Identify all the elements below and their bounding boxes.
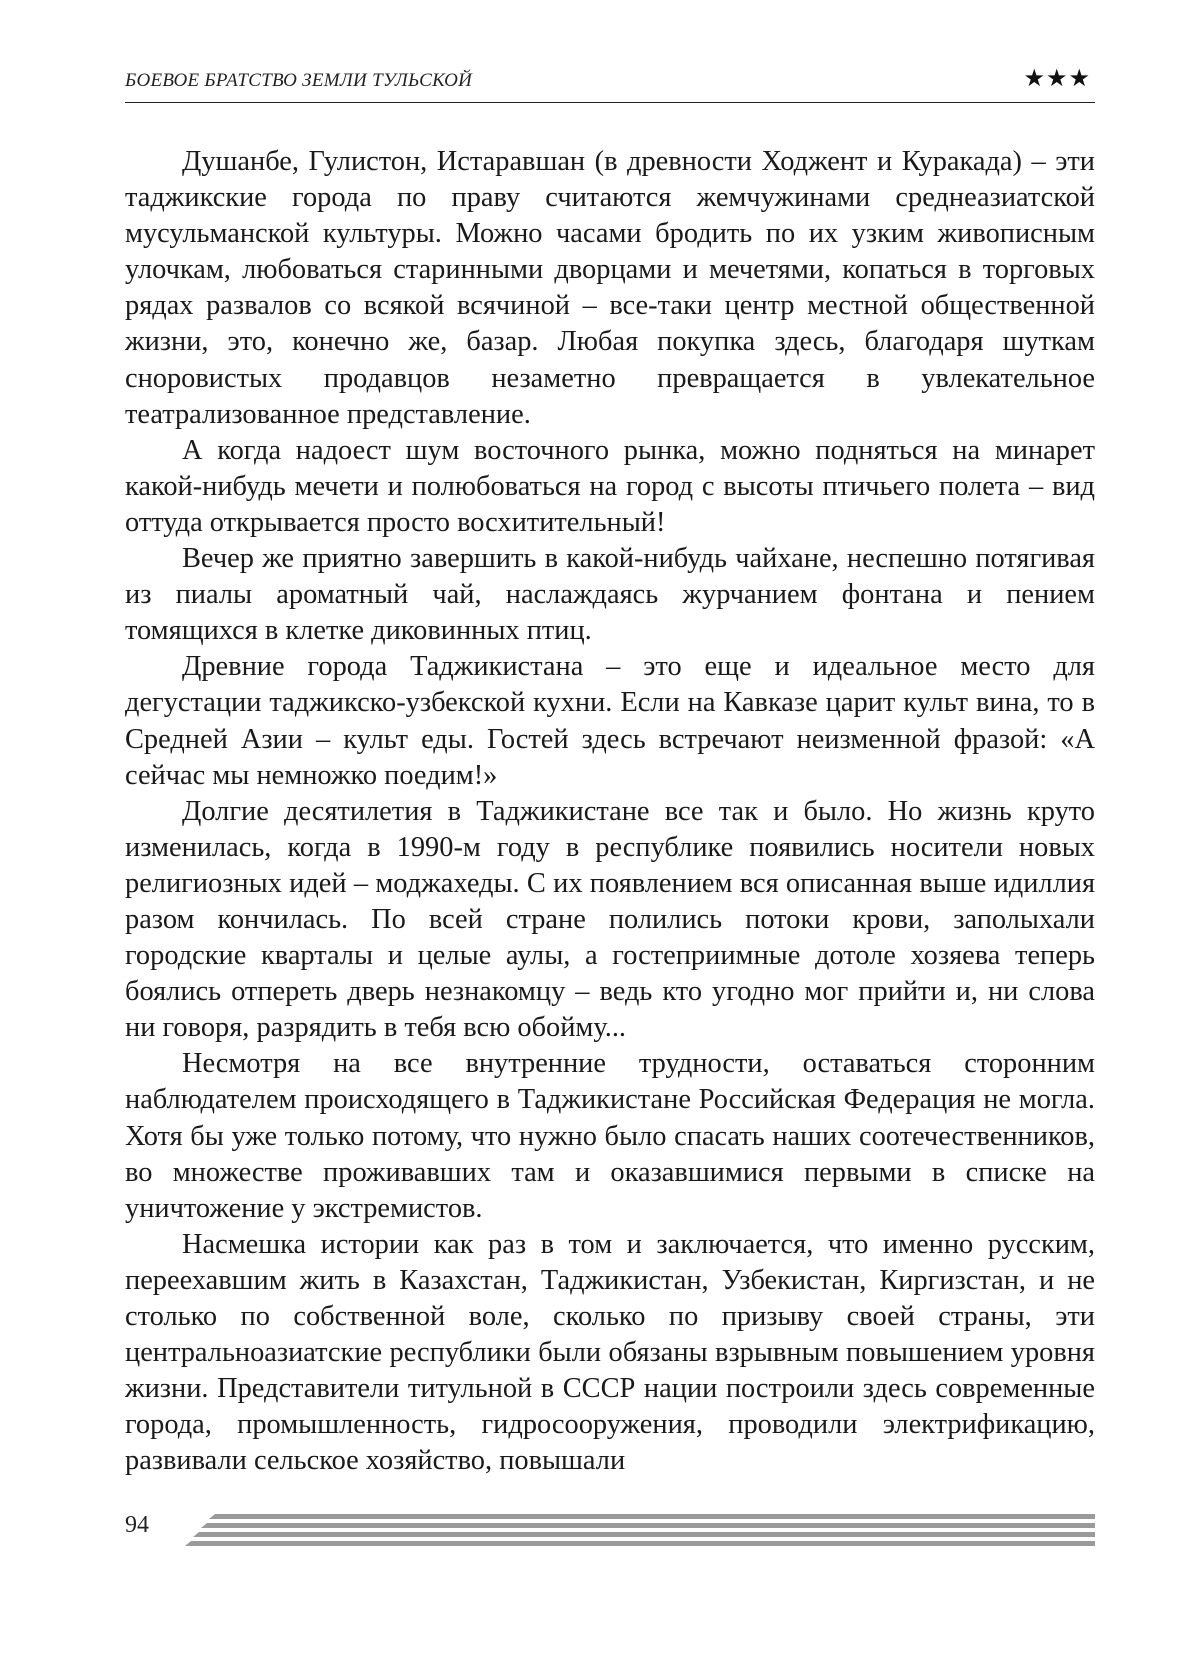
stripe xyxy=(185,1541,1095,1546)
stripe xyxy=(201,1523,1095,1528)
stars-ornament: ★★★ xyxy=(1023,64,1091,92)
stripe xyxy=(193,1532,1095,1537)
paragraph: А когда надоест шум восточного рынка, можно подняться на минарет какой-нибудь мечети и полюбоваться на город с высоты птичьего полета – вид оттуда открывается просто восхитительный! xyxy=(125,434,1095,538)
running-header xyxy=(125,64,1095,103)
page-footer xyxy=(125,1510,1095,1550)
header-title: БОЕВОЕ БРАТСТВО ЗЕМЛИ ТУЛЬСКОЙ xyxy=(125,70,473,91)
paragraph: Древние города Таджикистана – это еще и идеальное место для дегустации таджикско-узбекской кухни. Если на Кавказе царит культ вина, то в Средней Азии – культ еды. Гостей здесь встречают неизменной фразой: «А сейчас мы немножко поедим!» xyxy=(125,651,1095,791)
paragraph: Насмешка истории как раз в том и заключается, что именно русским, переехавшим жить в Казахстан, Таджикистан, Узбекистан, Киргизстан, и не столько по собственной воле, сколько по призыву своей страны, эти центральноазиатские республики были обязаны взрывным повышением уровня жизни. Представители титульной в СССР нации построили здесь современные города, промышленность, гидросооружения, проводили электрификацию, развивали сельское хозяйство, повышали xyxy=(125,1228,1095,1477)
paragraph: Долгие десятилетия в Таджикистане все так и было. Но жизнь круто изменилась, когда в 1990-м году в республике появились носители новых религиозных идей – моджахеды. С их появлением вся описанная выше идиллия разом кончилась. По всей стране полились потоки крови, заполыхали городские кварталы и целые аулы, а гостеприимные дотоле хозяева теперь боялись отпереть дверь незнакомцу – ведь кто угодно мог прийти и, ни слова ни говоря, разрядить в тебя всю обойму... xyxy=(125,795,1095,1044)
paragraph: Душанбе, Гулистон, Истаравшан (в древности Ходжент и Куракада) – эти таджикские города по праву считаются жемчужинами среднеазиатской мусульманской культуры. Можно часами бродить по их узким живописным улочкам, любоваться старинными дворцами и мечетями, копаться в торговых рядах развалов со всякой всячиной – все-таки центр местной общественной жизни, это, конечно же, базар. Любая покупка здесь, благодаря шуткам сноровистых продавцов незаметно превращается в увлекательное театрализованное представление. xyxy=(125,146,1095,430)
stripe xyxy=(209,1514,1095,1519)
page-number: 94 xyxy=(125,1512,149,1538)
body-text xyxy=(125,144,1095,1479)
decorative-stripes xyxy=(185,1510,1095,1550)
paragraph: Вечер же приятно завершить в какой-нибудь чайхане, неспешно потягивая из пиалы ароматный чай, наслаждаясь журчанием фонтана и пением томящихся в клетке диковинных птиц. xyxy=(125,543,1095,647)
paragraph: Несмотря на все внутренние трудности, оставаться сторонним наблюдателем происходящего в Таджикистане Российская Федерация не могла. Хотя бы уже только потому, что нужно было спасать наших соотечественников, во множестве проживавших там и оказавшимися первыми в списке на уничтожение у экстремистов. xyxy=(125,1048,1095,1224)
